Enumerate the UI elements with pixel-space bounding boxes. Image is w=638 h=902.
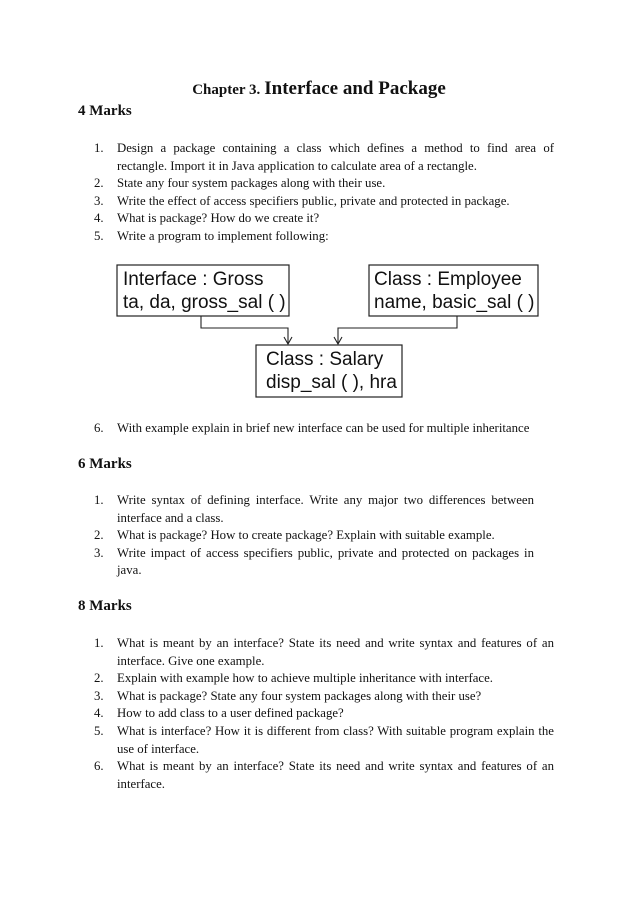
question-item bbox=[94, 420, 554, 438]
question-text: What is interface? How it is different from class? With suitable program explain the use of interface. bbox=[117, 723, 554, 756]
section-heading-8-marks: 8 Marks bbox=[78, 598, 132, 614]
question-text: With example explain in brief new interface can be used for multiple inheritance bbox=[117, 421, 530, 435]
question-number: 3. bbox=[94, 688, 104, 703]
question-number: 5. bbox=[94, 228, 104, 243]
question-text: What is package? State any four system packages along with their use? bbox=[117, 688, 482, 703]
question-number: 4. bbox=[94, 211, 104, 226]
question-item bbox=[94, 175, 554, 193]
interface-gross-members: ta, da, gross_sal ( ) bbox=[123, 292, 286, 313]
question-list-4-marks-continued bbox=[94, 420, 554, 438]
question-list-4-marks bbox=[94, 140, 554, 246]
class-salary-members: disp_sal ( ), hra bbox=[266, 372, 397, 393]
question-text: Design a package containing a class which defines a method to find area of rectangle. Import it in Java application to calculate area of a rectangle. bbox=[117, 141, 554, 173]
question-number: 3. bbox=[94, 193, 104, 208]
question-number: 1. bbox=[94, 493, 104, 507]
class-employee-members: name, basic_sal ( ) bbox=[374, 292, 535, 313]
question-item bbox=[94, 670, 554, 688]
question-item bbox=[94, 635, 554, 670]
section-heading-6-marks: 6 Marks bbox=[78, 456, 132, 472]
question-item bbox=[94, 545, 534, 580]
question-number: 1. bbox=[94, 636, 104, 650]
class-employee-title: Class : Employee bbox=[374, 269, 522, 290]
question-number: 5. bbox=[94, 723, 104, 738]
question-item bbox=[94, 492, 534, 527]
question-text: How to add class to a user defined package? bbox=[117, 706, 344, 721]
question-item bbox=[94, 228, 554, 246]
chapter-name: Interface and Package bbox=[264, 78, 446, 99]
class-salary-title: Class : Salary bbox=[266, 349, 384, 370]
question-text: State any four system packages along with their use. bbox=[117, 176, 386, 191]
question-text: Write syntax of defining interface. Write any major two differences between interface and a class. bbox=[117, 493, 534, 525]
question-text: What is package? How to create package? Explain with suitable example. bbox=[117, 528, 495, 543]
interface-gross-title: Interface : Gross bbox=[123, 269, 264, 290]
question-item bbox=[94, 527, 534, 545]
question-item bbox=[94, 705, 554, 723]
question-text: Write a program to implement following: bbox=[117, 228, 329, 243]
section-heading-4-marks: 4 Marks bbox=[78, 103, 132, 119]
question-text: What is package? How do we create it? bbox=[117, 211, 320, 226]
question-number: 6. bbox=[94, 421, 104, 435]
class-employee-box bbox=[369, 265, 538, 316]
question-number: 3. bbox=[94, 545, 104, 560]
question-number: 4. bbox=[94, 706, 104, 721]
question-text: What is meant by an interface? State its need and write syntax and features of an interface. Give one example. bbox=[117, 636, 554, 668]
chapter-label: Chapter 3. bbox=[192, 82, 261, 98]
question-list-6-marks bbox=[94, 492, 534, 580]
question-text: Write the effect of access specifiers public, private and protected in package. bbox=[117, 193, 510, 208]
question-number: 6. bbox=[94, 759, 104, 774]
question-number: 2. bbox=[94, 671, 104, 686]
question-text: Write impact of access specifiers public, private and protected on packages in java. bbox=[117, 545, 534, 578]
question-item bbox=[94, 758, 554, 793]
question-list-8-marks bbox=[94, 635, 554, 793]
question-item bbox=[94, 723, 554, 758]
question-number: 2. bbox=[94, 176, 104, 191]
connector-employee-to-salary bbox=[338, 316, 457, 343]
question-item bbox=[94, 688, 554, 706]
question-item bbox=[94, 140, 554, 175]
question-number: 2. bbox=[94, 528, 104, 543]
question-text: Explain with example how to achieve multiple inheritance with interface. bbox=[117, 671, 493, 686]
class-salary-box bbox=[256, 345, 402, 397]
arrowhead-interface bbox=[284, 337, 292, 344]
connector-interface-to-salary bbox=[201, 316, 288, 343]
question-number: 1. bbox=[94, 141, 104, 155]
question-item bbox=[94, 210, 554, 228]
question-text: What is meant by an interface? State its need and write syntax and features of an interface. bbox=[117, 759, 554, 791]
question-item bbox=[94, 193, 554, 211]
page-title bbox=[0, 78, 638, 100]
interface-gross-box bbox=[117, 265, 289, 316]
arrowhead-employee bbox=[334, 337, 342, 344]
